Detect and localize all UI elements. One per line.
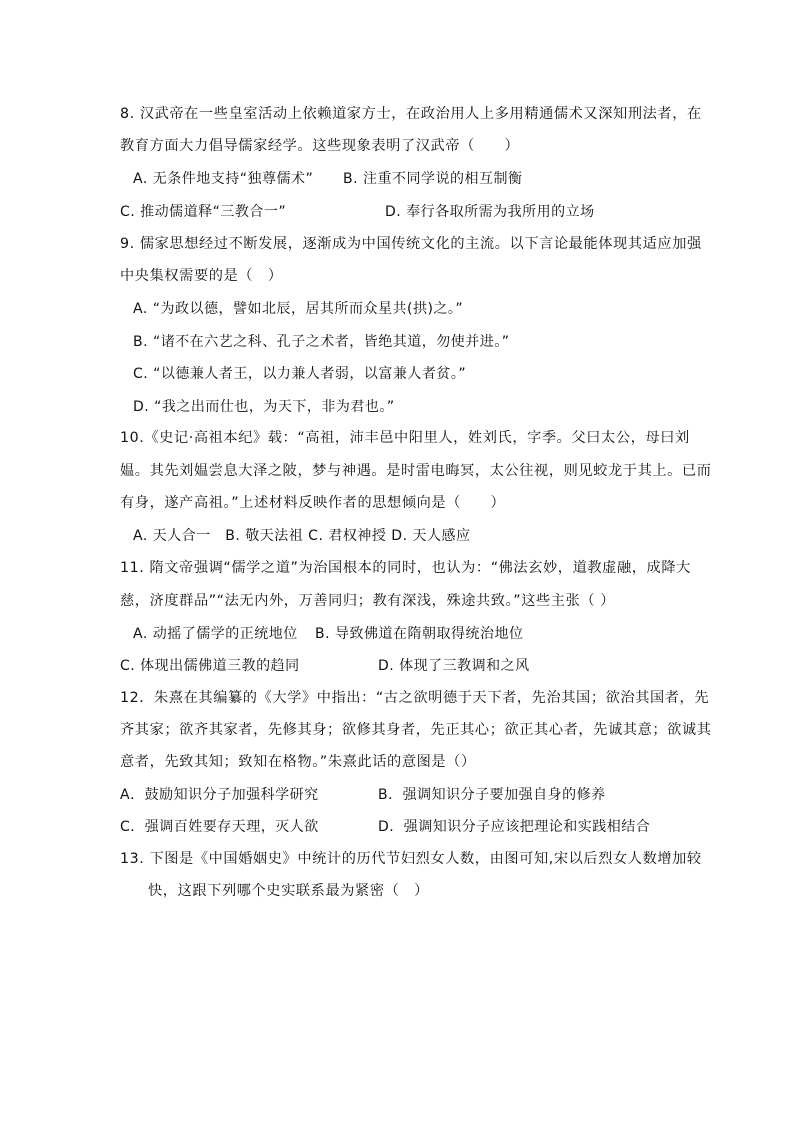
- question-12-line-3: 意者，先致其知；致知在格物。”朱熹此话的意图是（）: [120, 754, 476, 770]
- question-12-option-b: B．强调知识分子要加强自身的修养: [378, 787, 606, 803]
- question-10-line-1: 10.《史记·高祖本纪》载：“高祖，沛丰邑中阳里人，姓刘氏，字季。父曰太公，母曰刘: [120, 430, 690, 446]
- question-13-line-1: 13. 下图是《中国婚姻史》中统计的历代节妇烈女人数，由图可知,宋以后烈女人数增加较: [120, 851, 702, 867]
- question-12-option-a: A．鼓励知识分子加强科学研究: [120, 787, 319, 803]
- question-9-line-2: 中央集权需要的是（ ）: [120, 268, 283, 284]
- question-10-line-3: 有身，遂产高祖。”上述材料反映作者的思想倾向是（ ）: [120, 495, 506, 511]
- question-12-option-d: D．强调知识分子应该把理论和实践相结合: [378, 819, 651, 835]
- question-11-line-2: 慈，济度群品”“法无内外，万善同归；教有深浅，殊途共致。”这些主张（ ）: [120, 593, 616, 609]
- question-12-line-2: 齐其家；欲齐其家者，先修其身；欲修其身者，先正其心；欲正其心者，先诚其意；欲诚其: [120, 722, 712, 738]
- question-11-option-d: D. 体现了三教调和之风: [378, 658, 530, 674]
- question-11-option-a: A. 动摇了儒学的正统地位: [133, 626, 298, 642]
- question-8-option-d: D. 奉行各取所需为我所用的立场: [385, 204, 595, 220]
- question-8-option-b: B. 注重不同学说的相互制衡: [343, 171, 523, 187]
- question-9-option-c: C. “以德兼人者王，以力兼人者弱，以富兼人者贫。”: [133, 366, 467, 382]
- question-8-line-2: 教育方面大力倡导儒家经学。这些现象表明了汉武帝（ ）: [120, 138, 520, 154]
- question-9-option-b: B. “诸不在六艺之科、孔子之术者，皆绝其道，勿使并进。”: [133, 334, 510, 350]
- question-9-option-a: A. “为政以德，譬如北辰，居其所而众星共(拱)之。”: [133, 301, 464, 317]
- question-8-option-a: A. 无条件地支持“独尊儒术”: [133, 171, 314, 187]
- question-8-option-c: C. 推动儒道释“三教合一”: [120, 204, 287, 220]
- question-11-option-c: C. 体现出儒佛道三教的趋同: [120, 658, 300, 674]
- question-8-line-1: 8. 汉武帝在一些皇室活动上依赖道家方士，在政治用人上多用精通儒术又深知刑法者，在: [120, 106, 702, 122]
- question-9-line-1: 9. 儒家思想经过不断发展，逐渐成为中国传统文化的主流。以下言论最能体现其适应加强: [120, 236, 702, 252]
- question-9-option-d: D. “我之出而仕也，为天下，非为君也。”: [133, 399, 395, 415]
- question-11-option-b: B. 导致佛道在隋朝取得统治地位: [315, 626, 524, 642]
- question-10-options: A. 天人合一 B. 敬天法祖 C. 君权神授 D. 天人感应: [133, 528, 471, 544]
- question-10-line-2: 媪。其先刘媪尝息大泽之陂，梦与神遇。是时雷电晦冥，太公往视，则见蛟龙于其上。已而: [120, 463, 712, 479]
- question-12-line-1: 12．朱熹在其编纂的《大学》中指出：“古之欲明德于天下者，先治其国；欲治其国者，先: [120, 690, 710, 706]
- question-12-option-c: C．强调百姓要存天理，灭人欲: [120, 819, 319, 835]
- question-13-line-2: 快，这跟下列哪个史实联系最为紧密（ ）: [148, 883, 429, 899]
- question-11-line-1: 11. 隋文帝强调“儒学之道”为治国根本的同时，也认为：“佛法玄妙，道教虚融，成降大: [120, 560, 691, 576]
